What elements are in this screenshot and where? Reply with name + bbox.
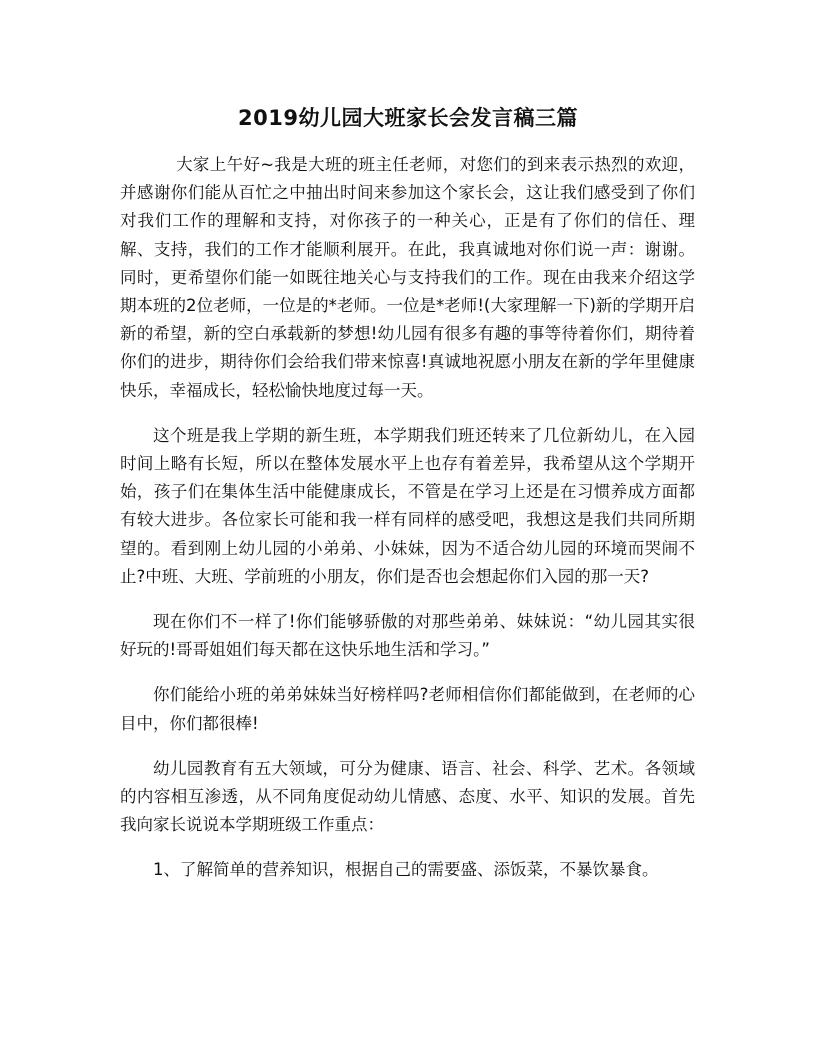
paragraph-greeting: 大家上午好~我是大班的班主任老师，对您们的到来表示热烈的欢迎，并感谢你们能从百忙之中抽出时间来参加这个家长会，这让我们感受到了你们对我们工作的理解和支持，对你孩子的一种关心，正是有了你们的信任、理解、支持，我们的工作才能顺利展开。在此，我真诚地对你们说一声：谢谢。同时，更希望你们能一如既往地关心与支持我们的工作。现在由我来介绍这学期本班的2位老师，一位是的*老师。一位是*老师!(大家理解一下)新的学期开启新的希望，新的空白承载新的梦想!幼儿园有很多有趣的事等待着你们，期待着你们的进步，期待你们会给我们带来惊喜!真诚地祝愿小朋友在新的学年里健康快乐，幸福成长，轻松愉快地度过每一天。 bbox=[120, 155, 695, 400]
document-title: 2019幼儿园大班家长会发言稿三篇 bbox=[238, 106, 578, 130]
paragraph-proud: 现在你们不一样了!你们能够骄傲的对那些弟弟、妹妹说：“幼儿园其实很好玩的!哥哥姐姐们每天都在这快乐地生活和学习。” bbox=[120, 612, 695, 660]
paragraph-five-domains: 幼儿园教育有五大领域，可分为健康、语言、社会、科学、艺术。各领域的内容相互渗透，从不同角度促动幼儿情感、态度、水平、知识的发展。首先我向家长说说本学期班级工作重点： bbox=[120, 758, 695, 835]
paragraph-item-1: 1、了解简单的营养知识，根据自己的需要盛、添饭菜，不暴饮暴食。 bbox=[153, 860, 659, 880]
document-body bbox=[120, 151, 695, 902]
paragraph-class-intro: 这个班是我上学期的新生班，本学期我们班还转来了几位新幼儿，在入园时间上略有长短，所以在整体发展水平上也存有着差异，我希望从这个学期开始，孩子们在集体生活中能健康成长，不管是在学习上还是在习惯养成方面都有较大进步。各位家长可能和我一样有同样的感受吧，我想这是我们共同所期望的。看到刚上幼儿园的小弟弟、小妹妹，因为不适合幼儿园的环境而哭闹不止?中班、大班、学前班的小朋友，你们是否也会想起你们入园的那一天? bbox=[120, 425, 695, 586]
paragraph-role-model: 你们能给小班的弟弟妹妹当好榜样吗?老师相信你们都能做到，在老师的心目中，你们都很棒! bbox=[120, 685, 695, 733]
